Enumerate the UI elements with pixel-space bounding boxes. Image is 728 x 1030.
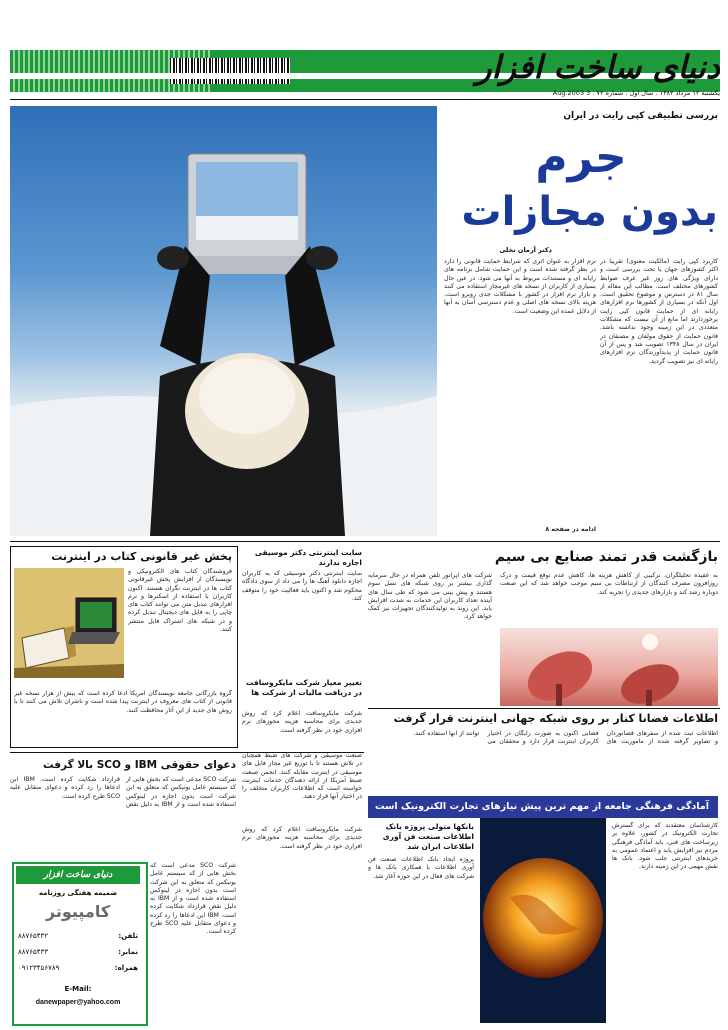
news-title-2: تغییر معیار شرکت مایکروسافت در دریافت مالیات از شرکت ها bbox=[245, 678, 362, 697]
contact-row-label: همراه: bbox=[114, 964, 138, 972]
news-body-1: سایت اینترنتی دکتر موسیقی که به کاربران اجازه دانلود آهنگ ها را می داد از سوی دادگاه محکوم شد و اکنون باید فعالیت خود را متوقف کند. bbox=[242, 570, 362, 602]
ecommerce-body: کارشناسان معتقدند که برای گسترش تجارت الکترونیک در کشور، علاوه بر زیرساخت های فنی، باید آمادگی فرهنگی مردم نیز افزایش یابد و اعتماد عمومی به خریدهای اینترنتی جلب شود. بانک ها نقش مهمی در این زمینه دارند. bbox=[612, 822, 718, 871]
masthead-barcode bbox=[170, 58, 290, 84]
ibm-body: شرکت SCO مدعی است که بخش هایی از کد سیستم عامل یونیکس که متعلق به این شرکت است بدون اجازه در لینوکس استفاده شده است و از IBM به دلیل نقض قرارداد شکایت کرده است. IBM این ادعاها را رد کرده و دعوای متقابل علیه SCO طرح کرده است. bbox=[10, 776, 236, 808]
ecommerce-side-title: بانکها متولی پروژه بانک اطلاعات صنعت فن آوری اطلاعات ایران شد bbox=[382, 822, 474, 851]
ecommerce-banner-text: آمادگی فرهنگی جامعه از مهم ترین پیش نیازهای تجارت الکترونیک است bbox=[375, 801, 709, 812]
contact-row-label: تلفن: bbox=[118, 932, 138, 940]
lead-col-mid: نرم افزار به عنوان اثری که شرایط حمایت قانونی را دارد در نظر گرفته شده است و این حمایت شامل برنامه های رایانه ای و مستندات مربوط به آنها می شود. در عین حال بسیاری از کاربران از نسخه های غیرمجاز استفاده می کنند و بازار نرم افزار در کشور با مشکلات جدی روبرو است. هزینه بالای نسخه های اصلی و عدم دسترسی آسان به آنها از دلایل عمده این وضعیت است. bbox=[444, 258, 596, 315]
contact-subtitle-2: کامپیوتر bbox=[45, 902, 111, 921]
laptop-snow-drawing bbox=[10, 106, 437, 536]
contact-row-value: ۰۹۱۲۳۴۵۶۷۸۹ bbox=[18, 964, 60, 972]
lead-title-line2: بدون مجازات bbox=[461, 189, 718, 235]
news-body-2: شرکت مایکروسافت اعلام کرد که روش جدیدی برای محاسبه هزینه مجوزهای نرم افزاری خود در نظر گرفته است. bbox=[242, 710, 362, 734]
contact-email-label: E-Mail: bbox=[64, 985, 92, 993]
ibm-title: دعوای حقوقی IBM و SCO بالا گرفت bbox=[43, 759, 236, 771]
music-body: صنعت موسیقی و شرکت های ضبط همچنان در تلاش هستند تا با توزیع غیر مجاز فایل های موسیقی در اینترنت مقابله کنند. انجمن صنعت ضبط آمریکا از ارائه دهندگان خدمات اینترنت خواسته است که اطلاعات کاربران متخلف را در اختیار آنها قرار دهند. bbox=[242, 752, 362, 801]
contact-email[interactable]: danewpaper@yahoo.com bbox=[35, 999, 121, 1006]
ibm-continued: شرکت SCO مدعی است که بخش هایی از کد سیستم عامل یونیکس که متعلق به این شرکت است بدون اجازه در لینوکس استفاده شده است و از IBM به دلیل نقض قرارداد شکایت کرده است. IBM این ادعاها را رد کرده و دعوای متقابل علیه SCO طرح کرده است. bbox=[150, 862, 236, 936]
contact-row-phone bbox=[18, 930, 138, 942]
satellite-title: بازگشت قدر تمند صنایع بی سیم bbox=[494, 549, 718, 565]
section-rule-2 bbox=[368, 708, 720, 709]
mid-bottom-text: شرکت مایکروسافت اعلام کرد که روش جدیدی برای محاسبه هزینه مجوزهای نرم افزاری خود در نظر گرفته است. bbox=[242, 826, 362, 850]
lead-title-line1: جرم bbox=[535, 132, 627, 183]
contact-row-fax bbox=[18, 946, 138, 958]
lead-continued: ادامه در صفحه ۸ bbox=[545, 526, 596, 533]
contact-subtitle: ضمیمه هفتگی روزنامه bbox=[38, 889, 118, 897]
book-laptop-drawing bbox=[14, 568, 124, 678]
illustration-glowing-globe bbox=[480, 818, 606, 1023]
contact-row-value: ۸۸۷۶۵۴۳۲ bbox=[18, 932, 49, 940]
lead-byline: دکتر آرمان نخلی bbox=[499, 246, 552, 254]
lead-col-right: کاربرد کپی رایت (مالکیت معنوی) تقریبا در اکثر کشورهای جهان یا تحت بررسی است و دارای ویژگی های روز غیر عرف ضوابط کشورهای مختلف است. مطالب این مقاله از سال ۸۱ در دسترس و موضوع تحقیق است. اول آنکه در بسیاری از کشورها نرم افزارهای رایانه ای از حمایت قانون کپی رایت برخوردارند اما مانع از آن نیست که مشکلات متعددی در این زمینه وجود نداشته باشد. قانون حمایت از حقوق مولفان و مصنفان در ایران در سال ۱۳۴۸ تصویب شد و پس از آن قانون حمایت از پدیدآورندگان نرم افزارهای رایانه ای نیز تصویب گردید. bbox=[600, 258, 718, 365]
lead-kicker: بررسی تطبیقی کپی رایت در ایران bbox=[563, 111, 718, 121]
masthead-rule bbox=[10, 99, 720, 100]
masthead-logo: دنیای ساخت افزار bbox=[476, 48, 720, 86]
illustration-book-and-laptop bbox=[14, 568, 124, 678]
satellite-body-a: به عقیده تحلیلگران، ترکیبی از کاهش هزینه ها، کاهش عدم توقع قیمت و درک روزافزون مصرف کنندگان از ارتباطات بی سیم موجب خواهد شد که این صنعت دوباره رشد کند و بازارهای جدیدی را تجربه کند. bbox=[500, 572, 718, 596]
globe-drawing bbox=[480, 818, 606, 1023]
news-title-1: سایت اینترنتی دکتر موسیقی اجازه ندارند bbox=[254, 548, 362, 567]
section-rule-1 bbox=[10, 541, 720, 542]
satellite-body-b: شرکت های اپراتور تلفن همراه در حال سرمایه گذاری بیشتر بر روی شبکه های نسل سوم هستند و پیش بینی می شود که طی سال های آینده تعداد کاربران این خدمات به شدت افزایش یابد. این روند به تولیدکنندگان تجهیزات نیز کمک خواهد کرد. bbox=[368, 572, 492, 621]
ecommerce-side-body: پروژه ایجاد بانک اطلاعات صنعت فن آوری اطلاعات با همکاری بانک ها و شرکت های فعال در این حوزه آغاز شد. bbox=[368, 856, 474, 880]
piracy-footer: گروه بازرگانی جامعه نویسندگان آمریکا ادعا کرده است که بیش از هزار نسخه غیر قانونی از کتاب های معروف در اینترنت پیدا شده است و ناشران تلاش می کنند تا با روش های جدید از این آثار محافظت کنند. bbox=[14, 690, 232, 714]
nasa-title: اطلاعات فضانا کنار بر روی شبکه جهانی اینترنت قرار گرفت bbox=[393, 712, 718, 725]
masthead-date-line: یکشنبه ۱۲ مرداد ۱۳۸۲ . سال اول . شماره ۷۲ . 3 Aug.2003 bbox=[552, 89, 720, 97]
photo-satellite-dishes bbox=[500, 628, 718, 706]
piracy-title: پخش غیر قانونی کتاب در اینترنت bbox=[51, 550, 232, 563]
piracy-body: فروشندگان کتاب های الکترونیکی و نویسندگان از افزایش پخش غیرقانونی کتاب ها در اینترنت نگران هستند. اکنون کاربران با استفاده از اسکنرها و نرم افزارهای تبدیل متن می توانند کتاب های چاپی را به فایل های دیجیتال تبدیل کرده و در شبکه های اشتراک فایل منتشر کنند. bbox=[128, 568, 232, 634]
photo-laptop-in-snow bbox=[10, 106, 437, 536]
contact-row-value: ۸۸۷۶۵۴۳۳ bbox=[18, 948, 49, 956]
nasa-body: اطلاعات ثبت شده از سفرهای فضانوردان و تصاویر گرفته شده از ماموریت های فضایی اکنون به صورت رایگان در اختیار کاربران اینترنت قرار دارد و محققان می توانند از آنها استفاده کنند. bbox=[413, 730, 718, 746]
contact-row-label: نمابر: bbox=[118, 948, 138, 956]
satellite-dishes-drawing bbox=[500, 628, 718, 706]
contact-row-mobile bbox=[18, 962, 138, 974]
contact-logo: دنیای ساخت افزار bbox=[43, 870, 113, 880]
